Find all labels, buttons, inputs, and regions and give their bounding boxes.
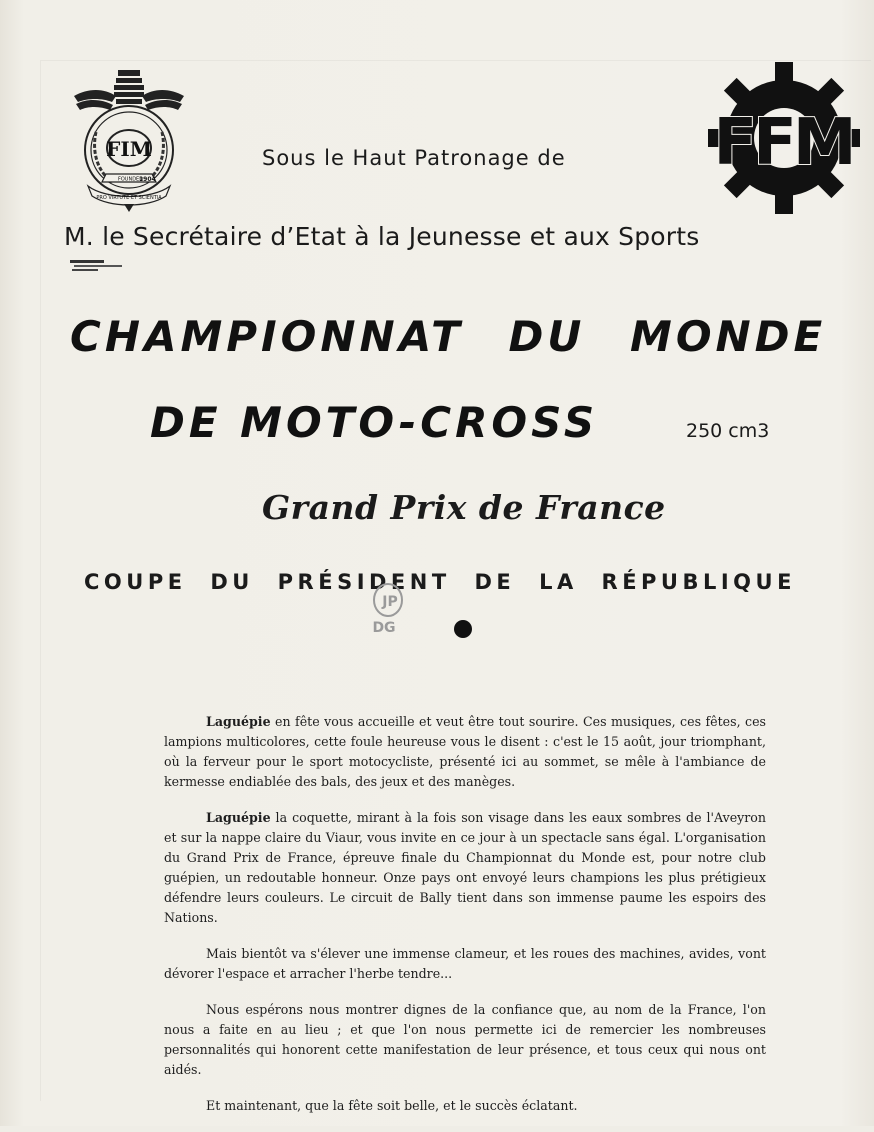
paragraph-1	[164, 712, 766, 792]
ffm-gear-logo-icon	[700, 60, 866, 216]
engine-class: 250 cm3	[686, 420, 770, 442]
paragraph-3-text: Mais bientôt va s'élever une immense clameur, et les roues des machines, avides, vont dévorer l'espace et arracher l'herbe tendre...	[164, 946, 766, 981]
paragraph-4	[164, 1000, 766, 1080]
fim-founded-label: FOUNDED	[118, 176, 144, 183]
stamp-initials-bottom: DG	[372, 620, 396, 636]
grand-prix-title: Grand Prix de France	[262, 488, 666, 527]
fim-motto-label: PRO VIRTUTE ET SCIENTIA	[96, 195, 162, 201]
title-line-1: CHAMPIONNAT DU MONDE	[70, 312, 827, 361]
paragraph-1-lead: Laguépie	[206, 714, 271, 729]
fim-emblem-icon	[66, 66, 192, 216]
paragraph-1-text: en fête vous accueille et veut être tout sourire. Ces musiques, ces fêtes, ces lampions multicolores, cette foule heureuse vous le disent : c'est le 15 août, jour triomphant, où la ferveur pour le sport motocycliste, présenté ici au sommet, se mêle à l'ambiance de kermesse endiablée des bals, des jeux et des manèges.	[164, 714, 766, 789]
fim-year-label: 1904	[139, 176, 156, 183]
patronage-line: Sous le Haut Patronage de	[262, 146, 566, 170]
welcome-text	[164, 712, 766, 1132]
bullet-dot	[454, 620, 472, 638]
secretaire-line: M. le Secrétaire d’Etat à la Jeunesse et aux Sports	[64, 222, 700, 251]
paragraph-2-text: la coquette, mirant à la fois son visage dans les eaux sombres de l'Aveyron et sur la nappe claire du Viaur, vous invite en ce jour à un spectacle sans égal. L'organisation du Grand Prix de France, épreuve finale du Championnat du Monde est, pour notre club guépien, un redoutable honneur. Onze pays ont envoyé leurs champions les plus prétigieux défendre leurs couleurs. Le circuit de Bally tient dans son immense paume les espoirs des Nations.	[164, 810, 766, 925]
fim-letters: FIM	[106, 137, 152, 161]
coupe-heading: COUPE DU PRÉSIDENT DE LA RÉPUBLIQUE	[84, 570, 796, 594]
collector-stamp-icon	[360, 580, 420, 636]
title-line-2: DE MOTO-CROSS	[150, 398, 599, 447]
ffm-letters: FFM	[713, 106, 853, 180]
paragraph-5-text: Et maintenant, que la fête soit belle, et le succès éclatant.	[206, 1098, 578, 1113]
paragraph-4-text: Nous espérons nous montrer dignes de la confiance que, au nom de la France, l'on nous a faite en au lieu ; et que l'on nous permette ici de remercier les nombreuses personnalités qui honorent cette manifestation de leur présence, et tous ceux qui nous ont aidés.	[164, 1002, 766, 1077]
paragraph-5	[164, 1096, 766, 1116]
ink-mark-icon	[70, 258, 126, 272]
paragraph-2-lead: Laguépie	[206, 810, 271, 825]
paragraph-3	[164, 944, 766, 984]
paragraph-2	[164, 808, 766, 928]
stamp-initials-top: JP	[382, 594, 398, 610]
